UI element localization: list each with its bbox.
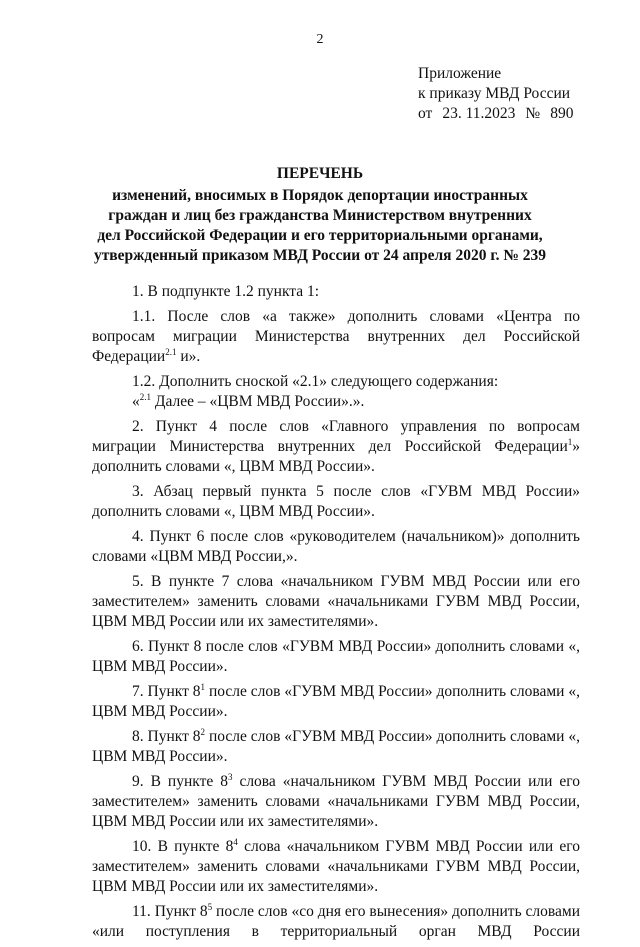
- footnote-ref: 3: [227, 772, 233, 782]
- item-1-2-footnote-text: «$^{2.1}$ Далее – «ЦВМ МВД России».».: [132, 392, 365, 410]
- title-heading: ПЕРЕЧЕНЬ: [276, 165, 364, 182]
- footnote-ref: 1: [200, 682, 206, 692]
- item-3: 3. Абзац первый пункта 5 после слов «ГУВМ МВД России» дополнить словами «, ЦВМ МВД России».: [92, 483, 580, 520]
- item-1-1: 1.1. После слов «а также» дополнить словами «Центра по вопросам миграции Министерства внутренних дел Российской Федерации$^{2.1}$ и».: [92, 308, 580, 365]
- page-number: 2: [316, 32, 324, 47]
- title-line: изменений, вносимых в Порядок депортации иностранных: [112, 187, 528, 204]
- title-line: дел Российской Федерации и его территориальными органами,: [97, 227, 543, 244]
- appendix-date-line: [418, 104, 573, 124]
- item-4: 4. Пункт 6 после слов «руководителем (начальником)» дополнить словами «ЦВМ МВД России,».: [92, 528, 580, 565]
- item-1: 1. В подпункте 1.2 пункта 1:: [132, 283, 320, 300]
- footnote-ref: 2.1: [165, 347, 177, 357]
- item-10: 10. В пункте $8^4$ слова «начальником ГУВМ МВД России или его заместителем» заменить словами «начальниками ГУВМ МВД России, ЦВМ МВД России или их заместителями».: [92, 837, 580, 895]
- item-8: 8. Пункт $8^2$ после слов «ГУВМ МВД России» дополнить словами «, ЦВМ МВД России».: [92, 727, 580, 765]
- footnote-ref: 2.1: [139, 392, 151, 402]
- order-date: 23. 11.2023: [442, 105, 516, 122]
- item-6: 6. Пункт 8 после слов «ГУВМ МВД России» дополнить словами «, ЦВМ МВД России».: [92, 638, 580, 675]
- footnote-ref: 2: [200, 727, 206, 737]
- appendix-label: Приложение: [418, 65, 502, 82]
- document-title: [0, 164, 640, 266]
- appendix-order-ref: к приказу МВД России: [418, 85, 571, 102]
- number-prefix: №: [525, 105, 541, 122]
- item-2: 2. Пункт 4 после слов «Главного управления по вопросам миграции Министерства внутренних дел Российской Федерации$^1$» дополнить словами «, ЦВМ МВД России».: [92, 418, 580, 475]
- title-line: утвержденный приказом МВД России от 24 апреля 2020 г. № 239: [93, 247, 547, 264]
- document-body: [92, 282, 580, 947]
- order-number: 890: [550, 105, 574, 122]
- title-line: граждан и лиц без гражданства Министерством внутренних: [108, 207, 532, 224]
- item-7: 7. Пункт $8^1$ после слов «ГУВМ МВД России» дополнить словами «, ЦВМ МВД России».: [92, 682, 580, 720]
- date-prefix: от: [418, 105, 433, 122]
- footnote-ref: 1: [567, 437, 573, 447]
- item-5: 5. В пункте 7 слова «начальником ГУВМ МВД России или его заместителем» заменить словами «начальниками ГУВМ МВД России, ЦВМ МВД России или их заместителями».: [92, 573, 580, 630]
- footnote-ref: 4: [233, 837, 238, 847]
- footnote-ref: 5: [207, 902, 213, 912]
- item-1-2: 1.2. Дополнить сноской «2.1» следующего содержания:: [132, 373, 499, 390]
- appendix-block: [418, 64, 573, 124]
- item-9: 9. В пункте $8^3$ слова «начальником ГУВМ МВД России или его заместителем» заменить словами «начальниками ГУВМ МВД России, ЦВМ МВД России или их заместителями».: [92, 772, 580, 830]
- item-11: 11. Пункт $8^5$ после слов «со дня его вынесения» дополнить словами «или поступления в территориальный орган МВД России: [92, 902, 580, 940]
